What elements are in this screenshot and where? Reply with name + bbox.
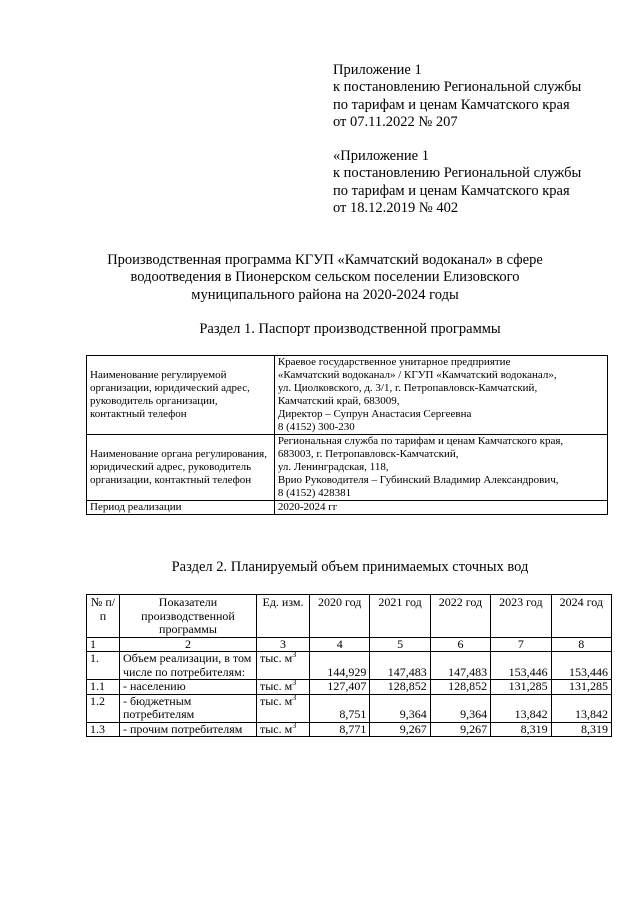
unit-power: 3 [292, 692, 297, 702]
row-number: 1. [87, 652, 120, 680]
column-number: 4 [310, 637, 370, 652]
column-number-row [87, 637, 612, 652]
passport-line: Краевое государственное унитарное предприятие [277, 356, 511, 368]
row-number: 1.2 [87, 694, 120, 722]
passport-line: Камчатский край, 683009, [277, 395, 400, 407]
passport-table [86, 355, 608, 515]
row-name: - населению [120, 680, 257, 695]
column-number: 5 [370, 637, 430, 652]
value-cell: 9,267 [430, 722, 490, 737]
header-cell: 2023 год [491, 595, 551, 638]
passport-line: Директор – Супрун Анастасия Сергеевна [277, 408, 472, 420]
passport-line: 2020-2024 гг [277, 501, 338, 513]
passport-line: 8 (4152) 428381 [277, 487, 352, 499]
unit-power: 3 [292, 650, 297, 659]
table-row [87, 356, 608, 435]
value-cell: 8,319 [551, 722, 611, 737]
table-row [87, 722, 612, 737]
header-cell: Ед. изм. [257, 595, 310, 638]
value-cell: 128,852 [430, 680, 490, 695]
value-cell: 144,929 [310, 652, 370, 680]
column-number: 6 [430, 637, 490, 652]
table-row [87, 680, 612, 695]
document-title: Производственная программа КГУП «Камчатский водоканал» в сфере водоотведения в Пионерском сельском поселении Елизовского муниципального района на 2020-2024 годы [107, 252, 543, 303]
appendix-line: «Приложение 1 [333, 148, 429, 164]
row-number: 1.3 [87, 722, 120, 737]
row-unit [257, 694, 310, 722]
row-name: Объем реализации, в том числе по потребителям: [120, 652, 257, 680]
passport-line: Региональная служба по тарифам и ценам Камчатского края, [277, 435, 564, 447]
row-name: - бюджетным потребителям [120, 694, 257, 722]
passport-value [274, 435, 607, 501]
passport-line: «Камчатский водоканал» / КГУП «Камчатский водоканал», [277, 369, 557, 381]
value-cell: 131,285 [491, 680, 551, 695]
header-cell: 2020 год [310, 595, 370, 638]
appendix-line: от 18.12.2019 № 402 [333, 199, 459, 216]
section2-heading: Раздел 2. Планируемый объем принимаемых сточных вод [171, 559, 529, 575]
appendix-line: по тарифам и ценам Камчатского края [333, 96, 570, 113]
passport-line: 8 (4152) 300-230 [277, 421, 355, 433]
value-cell: 147,483 [430, 652, 490, 680]
table-header-row [87, 595, 612, 638]
table-row [87, 435, 608, 501]
unit-base: тыс. м [260, 693, 293, 708]
appendix-current [333, 62, 581, 131]
appendix-line: Приложение 1 [333, 62, 422, 78]
table-row [87, 501, 608, 515]
unit-base: тыс. м [260, 651, 293, 665]
header-cell: 2022 год [430, 595, 490, 638]
appendix-line: к постановлению Региональной службы [333, 165, 582, 182]
value-cell: 128,852 [370, 680, 430, 695]
column-number: 3 [257, 637, 310, 652]
value-cell: 8,319 [491, 722, 551, 737]
value-cell: 9,267 [370, 722, 430, 737]
header-cell: № п/п [87, 595, 120, 638]
appendix-line: к постановлению Региональной службы [333, 79, 582, 96]
passport-line: ул. Ленинградская, 118, [277, 461, 389, 473]
section1-heading: Раздел 1. Паспорт производственной программы [199, 321, 501, 337]
header-cell: 2024 год [551, 595, 611, 638]
passport-line: Врио Руководителя – Губинский Владимир Александрович, [277, 474, 559, 486]
value-cell: 9,364 [370, 694, 430, 722]
row-unit [257, 680, 310, 695]
appendix-previous [333, 148, 581, 217]
value-cell: 8,771 [310, 722, 370, 737]
passport-value [274, 356, 607, 435]
value-cell: 9,364 [430, 694, 490, 722]
column-number: 1 [87, 637, 120, 652]
unit-base: тыс. м [260, 679, 293, 693]
appendix-line: по тарифам и ценам Камчатского края [333, 182, 570, 199]
passport-line: ул. Циолковского, д. 3/1, г. Петропавловск-Камчатский, [277, 382, 538, 394]
value-cell: 13,842 [551, 694, 611, 722]
value-cell: 131,285 [551, 680, 611, 695]
table-row [87, 694, 612, 722]
header-cell: Показатели производственной программы [120, 595, 257, 638]
unit-power: 3 [292, 720, 297, 730]
unit-power: 3 [292, 678, 297, 687]
volumes-table [86, 594, 612, 737]
row-unit [257, 722, 310, 737]
passport-label: Период реализации [87, 501, 275, 515]
row-name: - прочим потребителям [120, 722, 257, 737]
row-unit [257, 652, 310, 680]
passport-value [274, 501, 607, 515]
value-cell: 153,446 [551, 652, 611, 680]
column-number: 7 [491, 637, 551, 652]
value-cell: 153,446 [491, 652, 551, 680]
table-row [87, 652, 612, 680]
passport-line: 683003, г. Петропавловск-Камчатский, [277, 448, 459, 460]
column-number: 8 [551, 637, 611, 652]
unit-base: тыс. м [260, 721, 293, 736]
value-cell: 8,751 [310, 694, 370, 722]
header-cell: 2021 год [370, 595, 430, 638]
value-cell: 13,842 [491, 694, 551, 722]
passport-label: Наименование регулируемой организации, юридический адрес, руководитель организации, контактный телефон [87, 356, 275, 435]
value-cell: 127,407 [310, 680, 370, 695]
column-number: 2 [120, 637, 257, 652]
passport-label: Наименование органа регулирования, юридический адрес, руководитель организации, контактный телефон [87, 435, 275, 501]
value-cell: 147,483 [370, 652, 430, 680]
row-number: 1.1 [87, 680, 120, 695]
appendix-line: от 07.11.2022 № 207 [333, 113, 458, 130]
